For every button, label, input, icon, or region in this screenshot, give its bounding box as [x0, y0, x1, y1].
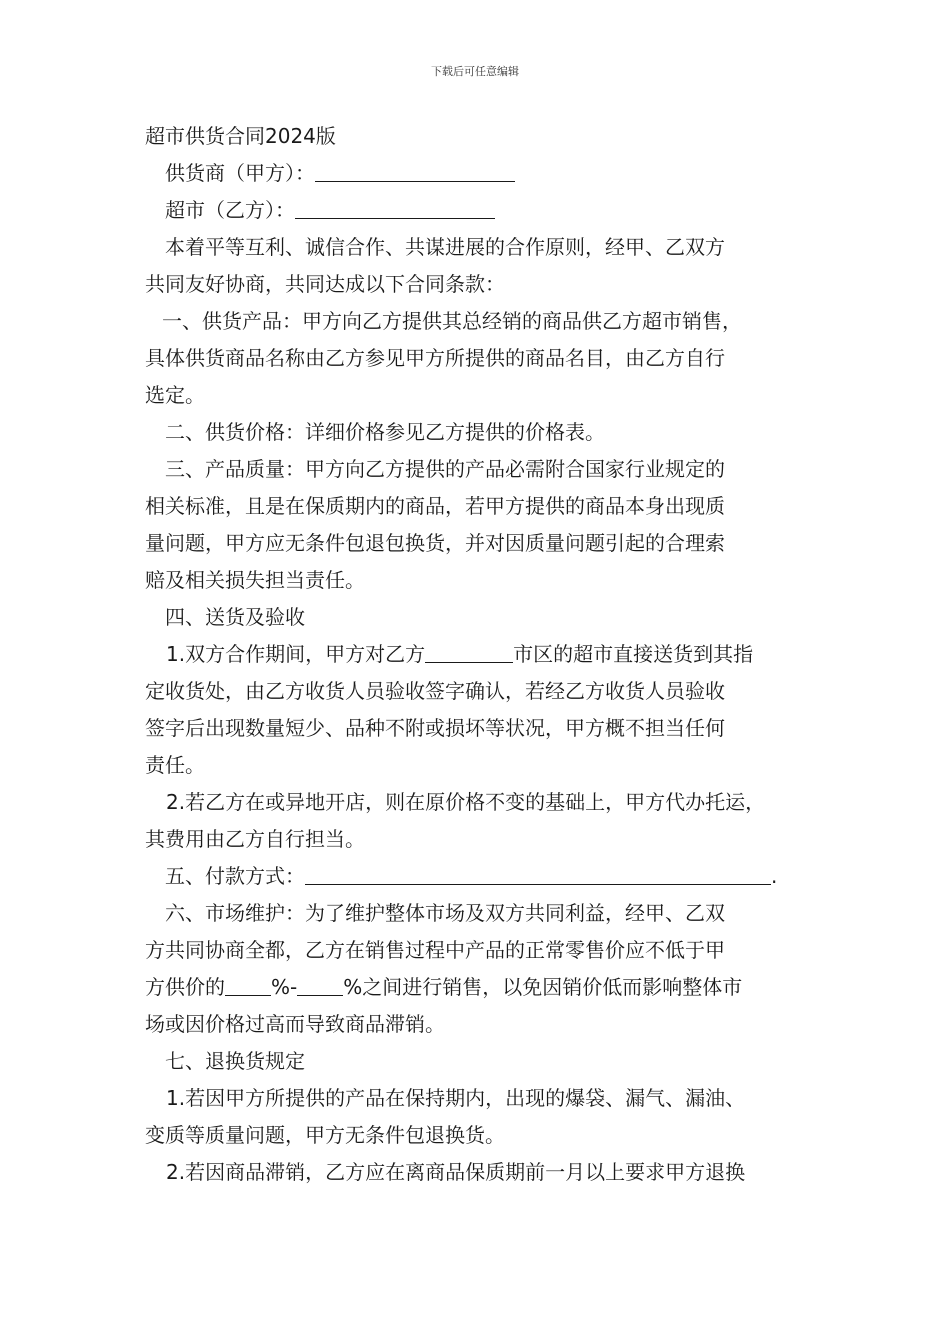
section-4-line-3: 签字后出现数量短少、品种不附或损坏等状况，甲方概不担当任何	[145, 716, 725, 740]
page-header-note: 下载后可任意编辑	[431, 65, 519, 78]
section-6-line-1: 六、市场维护：为了维护整体市场及双方共同利益，经甲、乙双	[165, 901, 725, 925]
section-7-line-1: 1.若因甲方所提供的产品在保持期内，出现的爆袋、漏气、漏油、	[166, 1086, 746, 1110]
section-4-line-4: 责任。	[145, 753, 205, 777]
section-3-line-2: 相关标准，且是在保质期内的商品，若甲方提供的商品本身出现质	[145, 494, 725, 518]
section-6-line-3	[145, 969, 815, 1006]
supplier-line	[145, 155, 815, 192]
market-blank	[295, 196, 495, 219]
contract-body	[145, 118, 815, 1191]
city-blank	[425, 640, 513, 663]
section-6-line-4: 场或因价格过高而导致商品滞销。	[145, 1012, 445, 1036]
doc-title: 超市供货合同2024版	[145, 124, 336, 148]
market-line	[145, 192, 815, 229]
section-5-line	[145, 858, 815, 895]
section-3-line-4: 赔及相关损失担当责任。	[145, 568, 365, 592]
section-3-line-1: 三、产品质量：甲方向乙方提供的产品必需附合国家行业规定的	[165, 457, 725, 481]
section-3-line-3: 量问题，甲方应无条件包退包换货，并对因质量问题引起的合理索	[145, 531, 725, 555]
payment-label: 五、付款方式：	[165, 864, 305, 888]
payment-end: .	[771, 864, 778, 888]
section-4-line-1	[145, 636, 815, 673]
section-1-line-2: 具体供货商品名称由乙方参见甲方所提供的商品名目，由乙方自行	[145, 346, 725, 370]
section-6-line-3a: 方供价的	[145, 975, 225, 999]
section-6-line-3b: %-	[271, 975, 298, 999]
supplier-blank	[315, 159, 515, 182]
section-6-line-3c: %之间进行销售，以免因销价低而影响整体市	[343, 975, 743, 999]
section-6-line-2: 方共同协商全都，乙方在销售过程中产品的正常零售价应不低于甲	[145, 938, 725, 962]
section-7-line-2: 变质等质量问题，甲方无条件包退换货。	[145, 1123, 505, 1147]
percent-high-blank	[297, 973, 343, 996]
percent-low-blank	[225, 973, 271, 996]
section-7-line-3: 2.若因商品滞销，乙方应在离商品保质期前一月以上要求甲方退换	[166, 1160, 746, 1184]
section-1-line-3: 选定。	[145, 383, 205, 407]
section-4-line-1b: 市区的超市直接送货到其指	[513, 642, 754, 666]
section-1-line-1: 一、供货产品：甲方向乙方提供其总经销的商品供乙方超市销售，	[162, 309, 742, 333]
section-4-line-1a: 1.双方合作期间，甲方对乙方	[166, 642, 426, 666]
section-4-title: 四、送货及验收	[165, 605, 305, 629]
section-7-title: 七、退换货规定	[165, 1049, 305, 1073]
section-4-line-2: 定收货处，由乙方收货人员验收签字确认，若经乙方收货人员验收	[145, 679, 725, 703]
section-2-line-1: 二、供货价格：详细价格参见乙方提供的价格表。	[165, 420, 605, 444]
payment-blank	[305, 862, 771, 885]
section-4-line-6: 其费用由乙方自行担当。	[145, 827, 365, 851]
market-label: 超市（乙方）：	[165, 198, 295, 222]
intro-line-2: 共同友好协商，共同达成以下合同条款：	[145, 272, 505, 296]
supplier-label: 供货商（甲方）：	[165, 161, 315, 185]
section-4-line-5: 2.若乙方在或异地开店，则在原价格不变的基础上，甲方代办托运，	[166, 790, 766, 814]
intro-line-1: 本着平等互利、诚信合作、共谋进展的合作原则，经甲、乙双方	[165, 235, 725, 259]
